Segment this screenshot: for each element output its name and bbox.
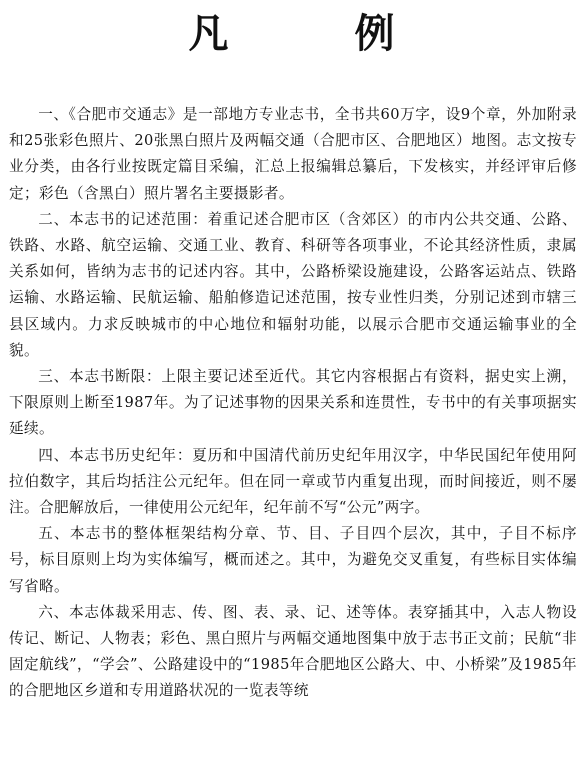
paragraph-6: 六、本志体裁采用志、传、图、表、录、记、述等体。表穿插其中，入志人物设传记、断记、人物表；彩色、黑白照片与两幅交通地图集中放于志书正文前；民航“非固定航线”，“学会”、公路建设中的“1985年合肥地区公路大、中、小桥梁”及1985年的合肥地区乡道和专用道路状况的一览表等统 [9, 603, 577, 700]
body-text [9, 102, 577, 705]
paragraph-5: 五、本志书的整体框架结构分章、节、目、子目四个层次，其中，子目不标序号，标目原则上均为实体编写，概而述之。其中，为避免交叉重复，有些标目实体编写省略。 [9, 525, 577, 595]
page-title: 凡 例 [188, 10, 451, 57]
paragraph-4: 四、本志书历史纪年：夏历和中国清代前历史纪年用汉字，中华民国纪年使用阿拉伯数字，其后均括注公元纪年。但在同一章或节内重复出现，而时间接近，则不屡注。合肥解放后，一律使用公元纪年，纪年前不写“公元”两字。 [9, 446, 577, 517]
paragraph-1: 一、《合肥市交通志》是一部地方专业志书，全书共60万字，设9个章，外加附录和25张彩色照片、20张黑白照片及两幅交通（合肥市区、合肥地区）地图。志文按专业分类，由各行业按既定篇目采编，汇总上报编辑总纂后，下发核实，并经评审后修定；彩色（含黑白）照片署名主要摄影者。 [9, 106, 577, 202]
paragraph-3: 三、本志书断限：上限主要记述至近代。其它内容根据占有资料，据史实上溯，下限原则上断至1987年。为了记述事物的因果关系和连贯性，专书中的有关事项据实延续。 [9, 368, 577, 438]
paragraph-2: 二、本志书的记述范围：着重记述合肥市区（含郊区）的市内公共交通、公路、铁路、水路、航空运输、交通工业、教育、科研等各项事业，不论其经济性质，隶属关系如何，皆纳为志书的记述内容。其中，公路桥梁设施建设，公路客运站点、铁路运输、水路运输、民航运输、船舶修造记述范围，按专业性归类，分别记述到市辖三县区域内。力求反映城市的中心地位和辐射功能，以展示合肥市交通运输事业的全貌。 [9, 210, 577, 359]
